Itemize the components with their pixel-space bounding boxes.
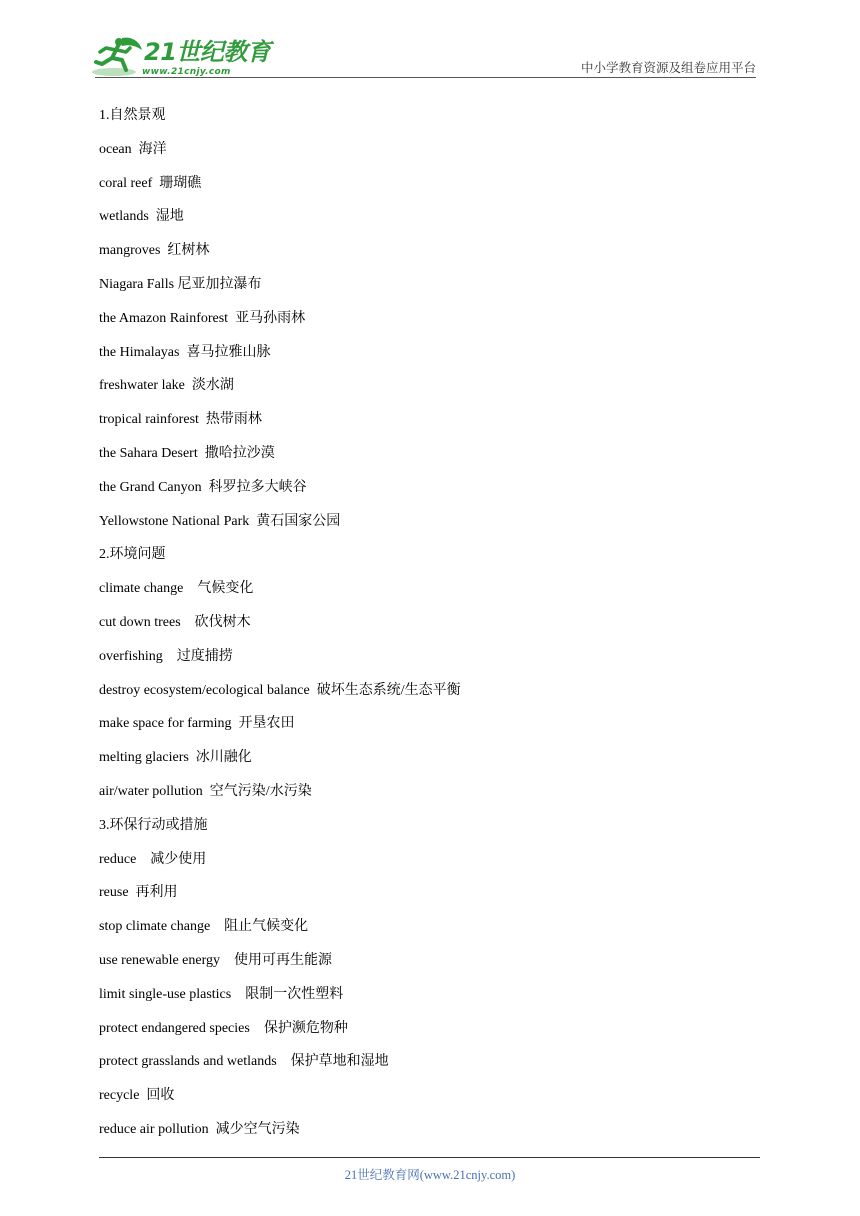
- list-item: protect endangered species 保护濒危物种: [99, 1020, 348, 1036]
- header-divider: [95, 77, 756, 78]
- list-item: wetlands 湿地: [99, 209, 184, 225]
- list-item: protect grasslands and wetlands 保护草地和湿地: [99, 1054, 389, 1070]
- footer-divider: [99, 1157, 760, 1158]
- header-platform-label: 中小学教育资源及组卷应用平台: [580, 61, 756, 75]
- list-item: the Amazon Rainforest 亚马孙雨林: [99, 310, 306, 326]
- list-item: Niagara Falls 尼亚加拉瀑布: [99, 276, 262, 292]
- logo-title: 21世纪教育: [144, 38, 271, 66]
- vocabulary-list: [99, 106, 759, 1154]
- footer-site-link[interactable]: 21世纪教育网(www.21cnjy.com): [344, 1168, 516, 1182]
- site-logo: [92, 34, 272, 78]
- list-item: destroy ecosystem/ecological balance 破坏生态系统/生态平衡: [99, 682, 461, 698]
- list-item: cut down trees 砍伐树木: [99, 614, 251, 630]
- list-item: freshwater lake 淡水湖: [99, 378, 234, 394]
- list-item: the Grand Canyon 科罗拉多大峡谷: [99, 479, 307, 495]
- list-item: tropical rainforest 热带雨林: [99, 412, 262, 428]
- list-item: the Sahara Desert 撒哈拉沙漠: [99, 445, 275, 461]
- list-item: overfishing 过度捕捞: [99, 648, 233, 664]
- list-item: recycle 回收: [99, 1088, 175, 1104]
- list-item: coral reef 珊瑚礁: [99, 175, 202, 191]
- list-item: reduce air pollution 减少空气污染: [99, 1121, 300, 1137]
- list-item: Yellowstone National Park 黄石国家公园: [99, 513, 341, 529]
- list-item: stop climate change 阻止气候变化: [99, 919, 309, 935]
- list-item: make space for farming 开垦农田: [99, 716, 295, 732]
- list-item: ocean 海洋: [99, 141, 167, 157]
- list-item: the Himalayas 喜马拉雅山脉: [99, 344, 271, 360]
- list-item: climate change 气候变化: [99, 581, 254, 597]
- list-item: melting glaciers 冰川融化: [99, 750, 252, 766]
- runner-logo-icon: [92, 34, 144, 78]
- section-heading-environmental-actions: 3.环保行动或措施: [99, 817, 208, 833]
- page-header: [92, 30, 760, 78]
- list-item: reduce 减少使用: [99, 851, 207, 867]
- list-item: reuse 再利用: [99, 885, 178, 901]
- list-item: limit single-use plastics 限制一次性塑料: [99, 986, 344, 1002]
- list-item: mangroves 红树林: [99, 243, 210, 259]
- list-item: use renewable energy 使用可再生能源: [99, 952, 333, 968]
- logo-url: www.21cnjy.com: [142, 67, 231, 77]
- list-item: air/water pollution 空气污染/水污染: [99, 783, 312, 799]
- section-heading-environmental-issues: 2.环境问题: [99, 547, 166, 563]
- section-heading-natural-landscape: 1.自然景观: [99, 108, 166, 123]
